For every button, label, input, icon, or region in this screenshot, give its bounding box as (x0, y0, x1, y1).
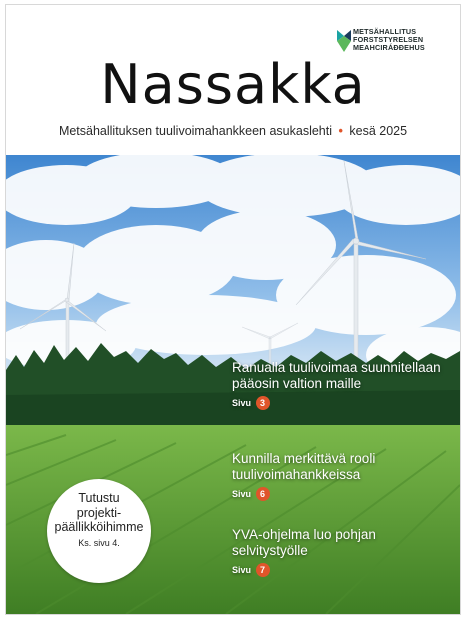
page-number-badge: 3 (256, 396, 270, 410)
page-label: Sivu (232, 565, 252, 575)
magazine-cover (5, 4, 461, 615)
page-label: Sivu (232, 398, 252, 408)
issue-label: kesä 2025 (349, 124, 408, 138)
project-managers-promo[interactable] (47, 479, 151, 583)
logo-line-1: METSÄHALLITUS (353, 27, 417, 36)
article-headline-3[interactable] (232, 527, 452, 578)
clouds (6, 155, 460, 383)
magazine-subtitle (6, 124, 460, 138)
article-headline-1[interactable] (232, 360, 452, 411)
subtitle-text: Metsähallituksen tuulivoimahankkeen asukaslehti (58, 124, 333, 138)
logo-line-3: MEAHCIRÁĐĐEHUS (353, 42, 425, 52)
headline-text: Kunnilla merkittävä rooli tuulivoimahankkeissa (232, 451, 376, 482)
page-number-badge: 6 (256, 487, 270, 501)
page-number-badge: 7 (256, 563, 270, 577)
metsahallitus-logo-icon (337, 30, 351, 52)
page-label: Sivu (232, 489, 252, 499)
headline-text: Ranualla tuulivoimaa suunnitellaan pääosin valtion maille (232, 360, 441, 391)
page-reference (232, 395, 452, 411)
headline-text: YVA-ohjelma luo pohjan selvitystyölle (232, 527, 376, 558)
promo-page-ref: Ks. sivu 4. (78, 537, 120, 548)
page-reference (232, 486, 452, 502)
logo-line-2: FORSTSTYRELSEN (353, 34, 424, 44)
article-headline-2[interactable] (232, 451, 452, 502)
logo-wordmark (353, 28, 425, 51)
subtitle-separator: • (338, 124, 343, 138)
page-reference (232, 562, 452, 578)
promo-text: Tutustu projekti- päällikköihimme (54, 491, 144, 534)
magazine-title: Nassakka (100, 53, 366, 116)
